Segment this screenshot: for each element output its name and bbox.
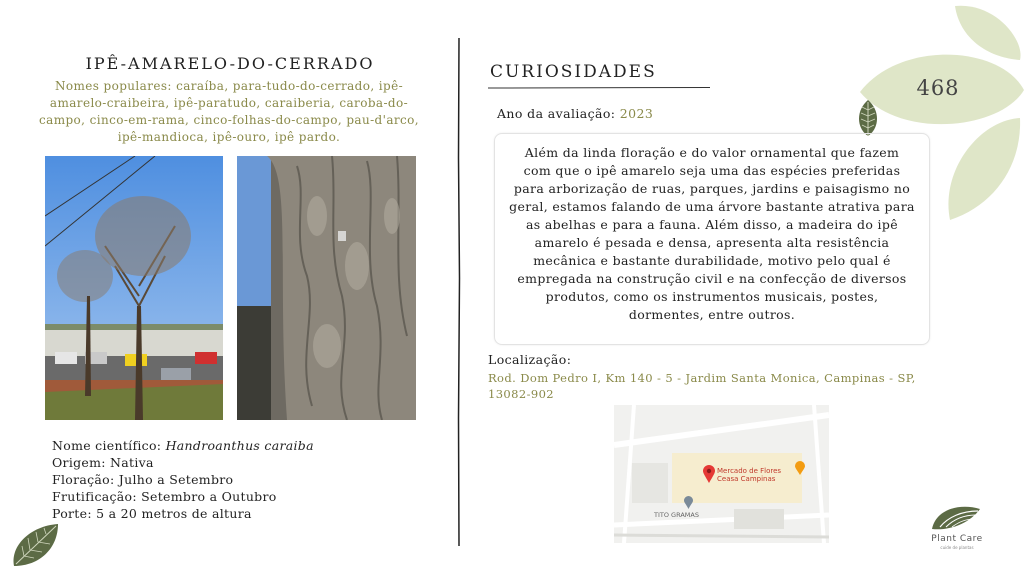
map-place-label-2: TITO GRAMAS bbox=[654, 511, 699, 519]
species-facts bbox=[52, 437, 314, 522]
poi-icon bbox=[795, 461, 805, 475]
popular-names: Nomes populares: caraíba, para-tudo-do-cerrado, ipê-amarelo-craibeira, ipê-paratudo, caraiberia, caroba-do-campo, cinco-em-rama, cinco-folhas-do-campo, pau-d'arco, ipê-mandioca, ipê-ouro, ipê pardo. bbox=[39, 79, 419, 144]
scientific-name: Nome científico: Handroanthus caraiba bbox=[52, 438, 314, 453]
curiosities-title: CURIOSIDADES bbox=[490, 62, 657, 82]
map-place-label: Mercado de Flores Ceasa Campinas bbox=[717, 467, 782, 483]
poi-icon bbox=[684, 496, 693, 509]
location-label: Localização: bbox=[488, 352, 572, 367]
origin: Origem: Nativa bbox=[52, 455, 154, 470]
curiosities-text: Além da linda floração e do valor ornamental que fazem com que o ipê amarelo seja uma das espécies preferidas para arborização de ruas, parques, jardins e paisagismo no geral, estamos falando de uma árvore bastante atrativa para as abelhas e para a fauna. Além disso, a madeira do ipê amarelo é pesada e densa, apresenta alta resistência mecânica e bastante durabilidade, motivo pelo qual é empregada na construção civil e na confecção de diversos produtos, como os instrumentos musicais, postes, dormentes, entre outros. bbox=[509, 145, 915, 322]
location-pin-icon bbox=[703, 465, 715, 483]
column-divider bbox=[456, 38, 462, 546]
flowering: Floração: Julho a Setembro bbox=[52, 472, 234, 487]
title-underline bbox=[488, 86, 710, 90]
location-address: Rod. Dom Pedro I, Km 140 - 5 - Jardim Santa Monica, Campinas - SP, 13082-902 bbox=[488, 371, 916, 401]
fruiting: Frutificação: Setembro a Outubro bbox=[52, 489, 277, 504]
tree-photo bbox=[45, 156, 223, 420]
leaf-icon bbox=[856, 98, 880, 138]
plant-care-logo-icon bbox=[930, 503, 982, 531]
leaf-icon bbox=[10, 522, 60, 568]
size: Porte: 5 a 20 metros de altura bbox=[52, 506, 252, 521]
bark-photo bbox=[237, 156, 416, 420]
evaluation-year: Ano da avaliação: 2023 bbox=[497, 106, 654, 121]
logo-name: Plant Care bbox=[931, 534, 983, 544]
species-title: IPÊ-AMARELO-DO-CERRADO bbox=[85, 54, 375, 73]
item-number-badge: 468 bbox=[916, 76, 960, 100]
location-map[interactable] bbox=[614, 405, 829, 543]
logo-tagline: cuide de plantas bbox=[940, 545, 974, 550]
curiosities-text-box bbox=[494, 133, 930, 345]
